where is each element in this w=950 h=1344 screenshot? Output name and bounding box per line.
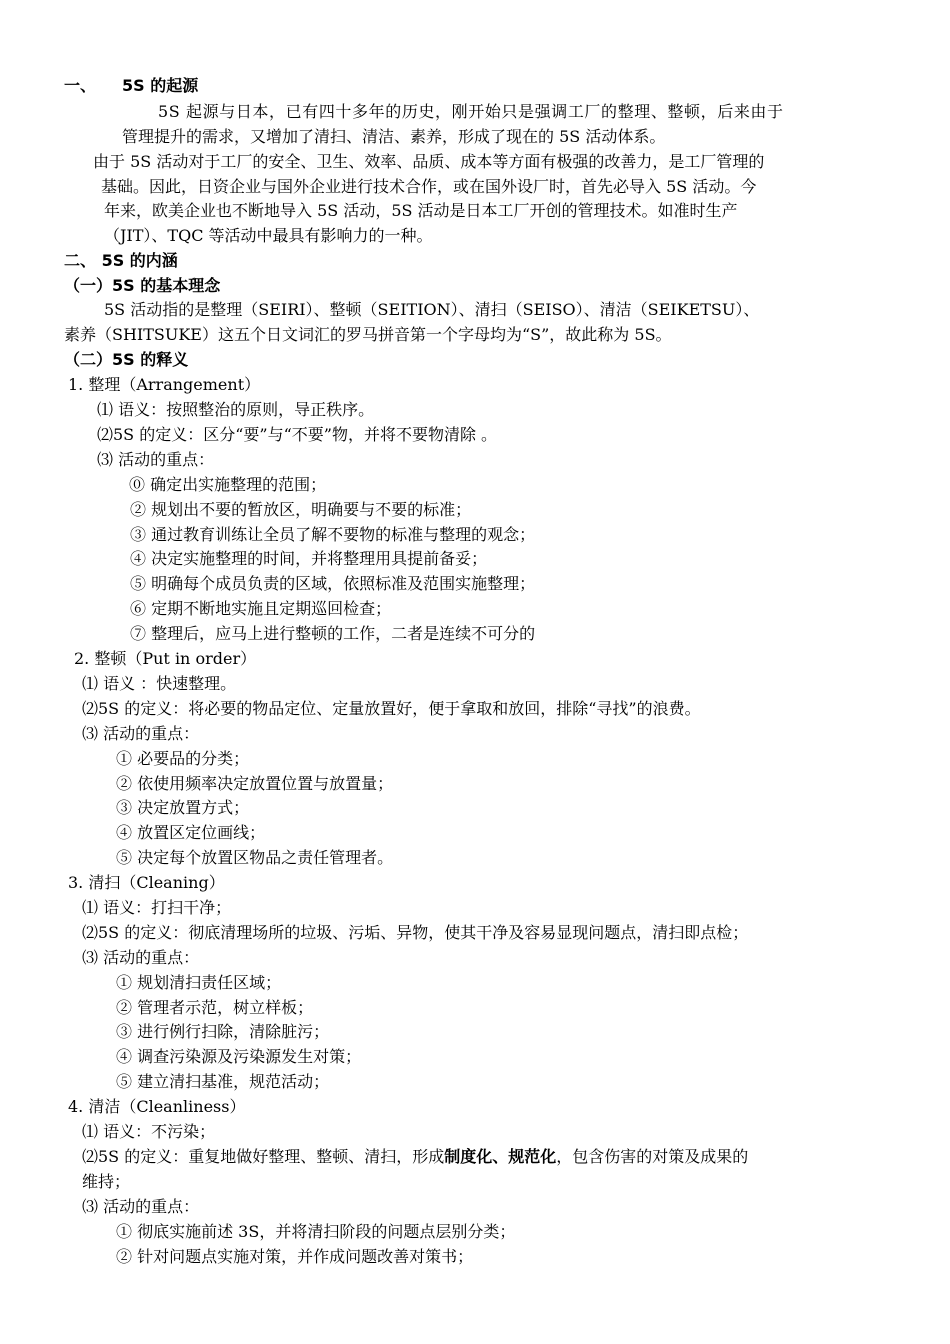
sub1-line1: 5S 活动指的是整理（SEIRI）、整顿（SEITION）、清扫（SEISO）、清洁（SEIKETSU）、 <box>104 300 760 319</box>
item-3-definition: ⑵5S 的定义：彻底清理场所的垃圾、污垢、异物，使其干净及容易显现问题点，清扫即点检； <box>82 923 749 942</box>
item-1-key-points: ⑶ 活动的重点： <box>97 450 215 469</box>
item-4-definition-post: ，包含伤害的对策及成果的 <box>556 1147 749 1166</box>
item-3-point-1: ① 规划清扫责任区域； <box>116 973 282 992</box>
item-1-point-2: ② 规划出不要的暂放区，明确要与不要的标准； <box>130 500 472 519</box>
section-1-title: 5S 的起源 <box>122 76 199 95</box>
s1-para1-line2: 管理提升的需求，又增加了清扫、清洁、素养，形成了现在的 5S 活动体系。 <box>122 127 666 146</box>
item-1-point-4: ④ 决定实施整理的时间，并将整理用具提前备妥； <box>130 549 488 568</box>
item-2-point-2: ② 依使用频率决定放置位置与放置量； <box>116 774 394 793</box>
item-2-point-5: ⑤ 决定每个放置区物品之责任管理者。 <box>116 848 394 867</box>
item-1-title: 1. 整理（Arrangement） <box>68 375 261 394</box>
s1-para2-line1: 由于 5S 活动对于工厂的安全、卫生、效率、品质、成本等方面有极强的改善力，是工厂管理的 <box>93 152 765 171</box>
item-3-point-3: ③ 进行例行扫除，清除脏污； <box>116 1022 330 1041</box>
item-2-point-4: ④ 放置区定位画线； <box>116 823 266 842</box>
item-2-definition: ⑵5S 的定义：将必要的物品定位、定量放置好，便于拿取和放回，排除“寻找”的浪费。 <box>82 699 701 718</box>
section-1-heading <box>64 75 198 97</box>
subsection-1-heading: （一）5S 的基本理念 <box>64 276 221 295</box>
s1-para2-line2: 基础。因此，日资企业与国外企业进行技术合作，或在国外设厂时，首先必导入 5S 活动。今 <box>101 177 757 196</box>
item-2-semantics: ⑴ 语义 ：快速整理。 <box>82 674 237 693</box>
item-1-point-1: ⓪ 确定出实施整理的范围； <box>129 475 327 494</box>
item-1-definition: ⑵5S 的定义：区分“要”与“不要”物，并将不要物清除 。 <box>97 425 498 444</box>
item-4-title: 4. 清洁（Cleanliness） <box>68 1097 246 1116</box>
item-3-title: 3. 清扫（Cleaning） <box>68 873 225 892</box>
item-3-point-4: ④ 调查污染源及污染源发生对策； <box>116 1047 362 1066</box>
item-2-key-points: ⑶ 活动的重点： <box>82 724 200 743</box>
item-4-definition-line2: 维持； <box>82 1172 131 1191</box>
sub1-line2: 素养（SHITSUKE）这五个日文词汇的罗马拼音第一个字母均为“S”，故此称为 5S。 <box>64 325 672 344</box>
section-1-number: 一、 <box>64 76 97 95</box>
item-1-point-3: ③ 通过教育训练让全员了解不要物的标准与整理的观念； <box>130 525 536 544</box>
subsection-2-heading: （二）5S 的释义 <box>64 350 189 369</box>
item-4-key-points: ⑶ 活动的重点： <box>82 1197 200 1216</box>
item-1-point-7: ⑦ 整理后，应马上进行整顿的工作，二者是连续不可分的 <box>130 624 536 643</box>
item-4-point-2: ② 针对问题点实施对策，并作成问题改善对策书； <box>116 1247 474 1266</box>
item-2-title: 2. 整顿（Put in order） <box>74 649 257 668</box>
item-4-definition-pre: ⑵5S 的定义：重复地做好整理、整顿、清扫，形成 <box>82 1147 445 1166</box>
item-4-semantics: ⑴ 语义：不污染； <box>82 1122 216 1141</box>
s1-para1-line1: 5S 起源与日本，已有四十多年的历史，刚开始只是强调工厂的整理、整顿，后来由于 <box>158 102 784 121</box>
item-4-definition-emphasis: 制度化、规范化 <box>444 1147 557 1166</box>
item-4-point-1: ① 彻底实施前述 3S，并将清扫阶段的问题点层别分类； <box>116 1222 516 1241</box>
item-3-key-points: ⑶ 活动的重点： <box>82 948 200 967</box>
item-3-semantics: ⑴ 语义：打扫干净； <box>82 898 232 917</box>
item-1-point-5: ⑤ 明确每个成员负责的区域，依照标准及范围实施整理； <box>130 574 536 593</box>
item-4-definition <box>82 1146 748 1168</box>
item-2-point-1: ① 必要品的分类； <box>116 749 250 768</box>
s1-para2-line3: 年来，欧美企业也不断地导入 5S 活动，5S 活动是日本工厂开创的管理技术。如准时生产 <box>104 201 738 220</box>
s1-para2-line4: （JIT）、TQC 等活动中最具有影响力的一种。 <box>104 226 433 245</box>
item-3-point-2: ② 管理者示范，树立样板； <box>116 998 314 1017</box>
item-1-semantics: ⑴ 语义：按照整治的原则，导正秩序。 <box>97 400 375 419</box>
item-1-point-6: ⑥ 定期不断地实施且定期巡回检查； <box>130 599 392 618</box>
item-3-point-5: ⑤ 建立清扫基准，规范活动； <box>116 1072 330 1091</box>
item-2-point-3: ③ 决定放置方式； <box>116 798 250 817</box>
section-2-heading: 二、 5S 的内涵 <box>64 251 178 270</box>
